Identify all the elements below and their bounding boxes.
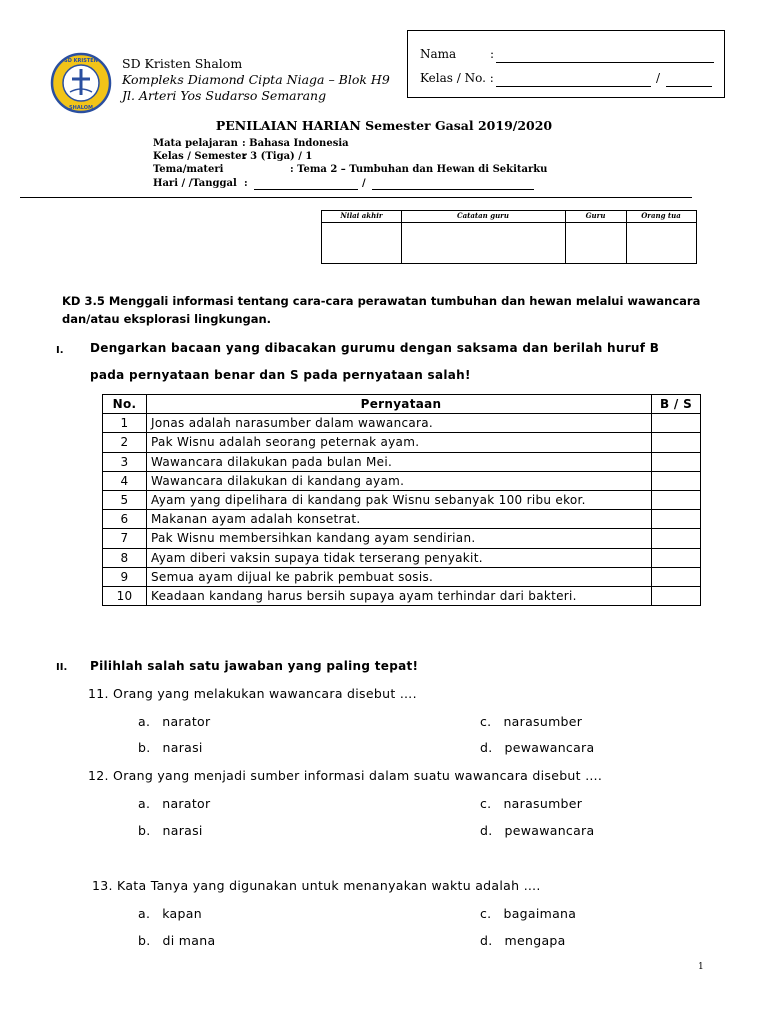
- date-label: Hari / /Tanggal: [153, 178, 237, 189]
- q12-option-c[interactable]: [480, 796, 582, 811]
- name-colon: :: [490, 47, 495, 61]
- q13-option-b[interactable]: [138, 933, 215, 948]
- option-letter: b.: [138, 933, 151, 948]
- table-row: [103, 548, 701, 567]
- school-name: SD Kristen Shalom: [122, 56, 243, 71]
- option-letter: d.: [480, 933, 493, 948]
- q12-option-b[interactable]: [138, 823, 203, 838]
- option-text: narator: [162, 796, 211, 811]
- option-text: narasi: [162, 740, 203, 755]
- row-number: 2: [103, 433, 147, 452]
- answer-cell[interactable]: [652, 510, 701, 529]
- row-number: 9: [103, 567, 147, 586]
- grade-table-body: [322, 223, 696, 263]
- row-number: 4: [103, 471, 147, 490]
- school-address-line2: Jl. Arteri Yos Sudarso Semarang: [122, 88, 327, 103]
- student-identity-box: [407, 30, 725, 98]
- row-number: 7: [103, 529, 147, 548]
- row-statement: Jonas adalah narasumber dalam wawancara.: [147, 414, 652, 433]
- theme-label: Tema/materi: [153, 164, 224, 175]
- option-letter: b.: [138, 740, 151, 755]
- grade-header-parent: Orang tua: [641, 211, 681, 220]
- class-field[interactable]: [496, 86, 651, 87]
- date-colon: :: [244, 178, 248, 189]
- option-text: pewawancara: [504, 823, 595, 838]
- class-slash: /: [656, 71, 661, 85]
- page-number: 1: [698, 962, 704, 972]
- question-13: 13. Kata Tanya yang digunakan untuk menanyakan waktu adalah ….: [92, 878, 541, 893]
- q13-option-d[interactable]: [480, 933, 566, 948]
- statement-table-header: [103, 395, 701, 414]
- row-statement: Ayam yang dipelihara di kandang pak Wisnu sebanyak 100 ribu ekor.: [147, 490, 652, 509]
- section1-instruction-line1: Dengarkan bacaan yang dibacakan gurumu dengan saksama dan berilah huruf B: [90, 341, 660, 355]
- svg-text:SHALOM: SHALOM: [69, 105, 93, 111]
- row-statement: Keadaan kandang harus bersih supaya ayam terhindar dari bakteri.: [147, 586, 652, 605]
- row-number: 8: [103, 548, 147, 567]
- answer-cell[interactable]: [652, 452, 701, 471]
- grade-table: [321, 210, 697, 264]
- class-semester-label: Kelas / Semester: [153, 151, 247, 162]
- name-field[interactable]: [496, 62, 714, 63]
- row-statement: Ayam diberi vaksin supaya tidak terserang penyakit.: [147, 548, 652, 567]
- row-number: 1: [103, 414, 147, 433]
- svg-text:SD KRISTEN: SD KRISTEN: [64, 58, 98, 64]
- row-statement: Pak Wisnu membersihkan kandang ayam sendirian.: [147, 529, 652, 548]
- grade-table-header: [322, 211, 696, 223]
- option-letter: c.: [480, 906, 492, 921]
- table-row: [103, 567, 701, 586]
- q11-option-a[interactable]: [138, 714, 210, 729]
- row-number: 5: [103, 490, 147, 509]
- row-number: 10: [103, 586, 147, 605]
- class-number-label: Kelas / No. :: [420, 71, 494, 85]
- answer-cell[interactable]: [652, 586, 701, 605]
- answer-cell[interactable]: [652, 567, 701, 586]
- table-row: [103, 433, 701, 452]
- grade-header-teacher-notes: Catatan guru: [401, 211, 566, 222]
- row-statement: Wawancara dilakukan di kandang ayam.: [147, 471, 652, 490]
- table-row: [103, 471, 701, 490]
- section2-instruction: Pilihlah salah satu jawaban yang paling tepat!: [90, 659, 419, 673]
- question-11: 11. Orang yang melakukan wawancara disebut ….: [88, 686, 417, 701]
- class-semester-value: : 3 (Tiga) / 1: [243, 151, 313, 162]
- option-letter: b.: [138, 823, 151, 838]
- table-row: [103, 529, 701, 548]
- q13-option-c[interactable]: [480, 906, 576, 921]
- grade-header-teacher: Guru: [565, 211, 627, 222]
- row-number: 3: [103, 452, 147, 471]
- header-statement: Pernyataan: [147, 395, 652, 414]
- subject-label: Mata pelajaran: [153, 138, 238, 149]
- statement-table: [102, 394, 701, 606]
- name-label: Nama: [420, 47, 457, 61]
- question-12: 12. Orang yang menjadi sumber informasi dalam suatu wawancara disebut ….: [88, 768, 603, 783]
- option-text: narasi: [162, 823, 203, 838]
- parent-signature-cell[interactable]: [626, 223, 696, 263]
- row-statement: Semua ayam dijual ke pabrik pembuat sosis.: [147, 567, 652, 586]
- subject-value: : Bahasa Indonesia: [242, 138, 349, 149]
- header-divider: [20, 197, 692, 198]
- answer-cell[interactable]: [652, 529, 701, 548]
- table-row: [103, 414, 701, 433]
- row-statement: Pak Wisnu adalah seorang peternak ayam.: [147, 433, 652, 452]
- q11-option-b[interactable]: [138, 740, 203, 755]
- section2-number: II.: [56, 662, 68, 673]
- row-statement: Wawancara dilakukan pada bulan Mei.: [147, 452, 652, 471]
- q12-option-a[interactable]: [138, 796, 210, 811]
- option-letter: d.: [480, 823, 493, 838]
- q13-option-a[interactable]: [138, 906, 202, 921]
- answer-cell[interactable]: [652, 433, 701, 452]
- option-letter: a.: [138, 796, 151, 811]
- number-field[interactable]: [666, 86, 712, 87]
- exam-title: PENILAIAN HARIAN Semester Gasal 2019/2020: [215, 118, 553, 133]
- competency-statement: KD 3.5 Menggali informasi tentang cara-cara perawatan tumbuhan dan hewan melalui wawancara dan/atau eksplorasi lingkungan.: [62, 294, 701, 326]
- q12-option-d[interactable]: [480, 823, 594, 838]
- section1-instruction-line2: pada pernyataan benar dan S pada pernyataan salah!: [90, 368, 471, 382]
- answer-cell[interactable]: [652, 548, 701, 567]
- option-letter: c.: [480, 796, 492, 811]
- table-row: [103, 490, 701, 509]
- table-row: [103, 452, 701, 471]
- answer-cell[interactable]: [652, 414, 701, 433]
- teacher-signature-cell[interactable]: [565, 223, 627, 263]
- table-row: [103, 510, 701, 529]
- school-address-line1: Kompleks Diamond Cipta Niaga – Blok H9: [122, 72, 390, 87]
- theme-value: : Tema 2 – Tumbuhan dan Hewan di Sekitarku: [290, 164, 548, 175]
- section1-number: I.: [56, 345, 64, 356]
- option-letter: c.: [480, 714, 492, 729]
- option-text: narasumber: [503, 714, 583, 729]
- answer-cell[interactable]: [652, 471, 701, 490]
- row-statement: Makanan ayam adalah konsetrat.: [147, 510, 652, 529]
- answer-cell[interactable]: [652, 490, 701, 509]
- grade-header-final-score: Nilai akhir: [322, 211, 402, 222]
- date-slash: /: [362, 178, 366, 189]
- header-no: No.: [103, 395, 147, 414]
- option-letter: a.: [138, 906, 151, 921]
- row-number: 6: [103, 510, 147, 529]
- header-bs: B / S: [652, 395, 701, 414]
- q11-option-d[interactable]: [480, 740, 594, 755]
- option-text: mengapa: [504, 933, 566, 948]
- option-text: bagaimana: [503, 906, 577, 921]
- date-field[interactable]: [372, 189, 534, 190]
- school-logo: [50, 52, 112, 114]
- teacher-notes-cell[interactable]: [401, 223, 566, 263]
- option-text: pewawancara: [504, 740, 595, 755]
- option-text: di mana: [162, 933, 216, 948]
- option-text: narator: [162, 714, 211, 729]
- option-letter: d.: [480, 740, 493, 755]
- option-text: narasumber: [503, 796, 583, 811]
- option-text: kapan: [162, 906, 202, 921]
- final-score-cell[interactable]: [322, 223, 402, 263]
- table-row: [103, 586, 701, 605]
- q11-option-c[interactable]: [480, 714, 582, 729]
- option-letter: a.: [138, 714, 151, 729]
- day-field[interactable]: [254, 189, 358, 190]
